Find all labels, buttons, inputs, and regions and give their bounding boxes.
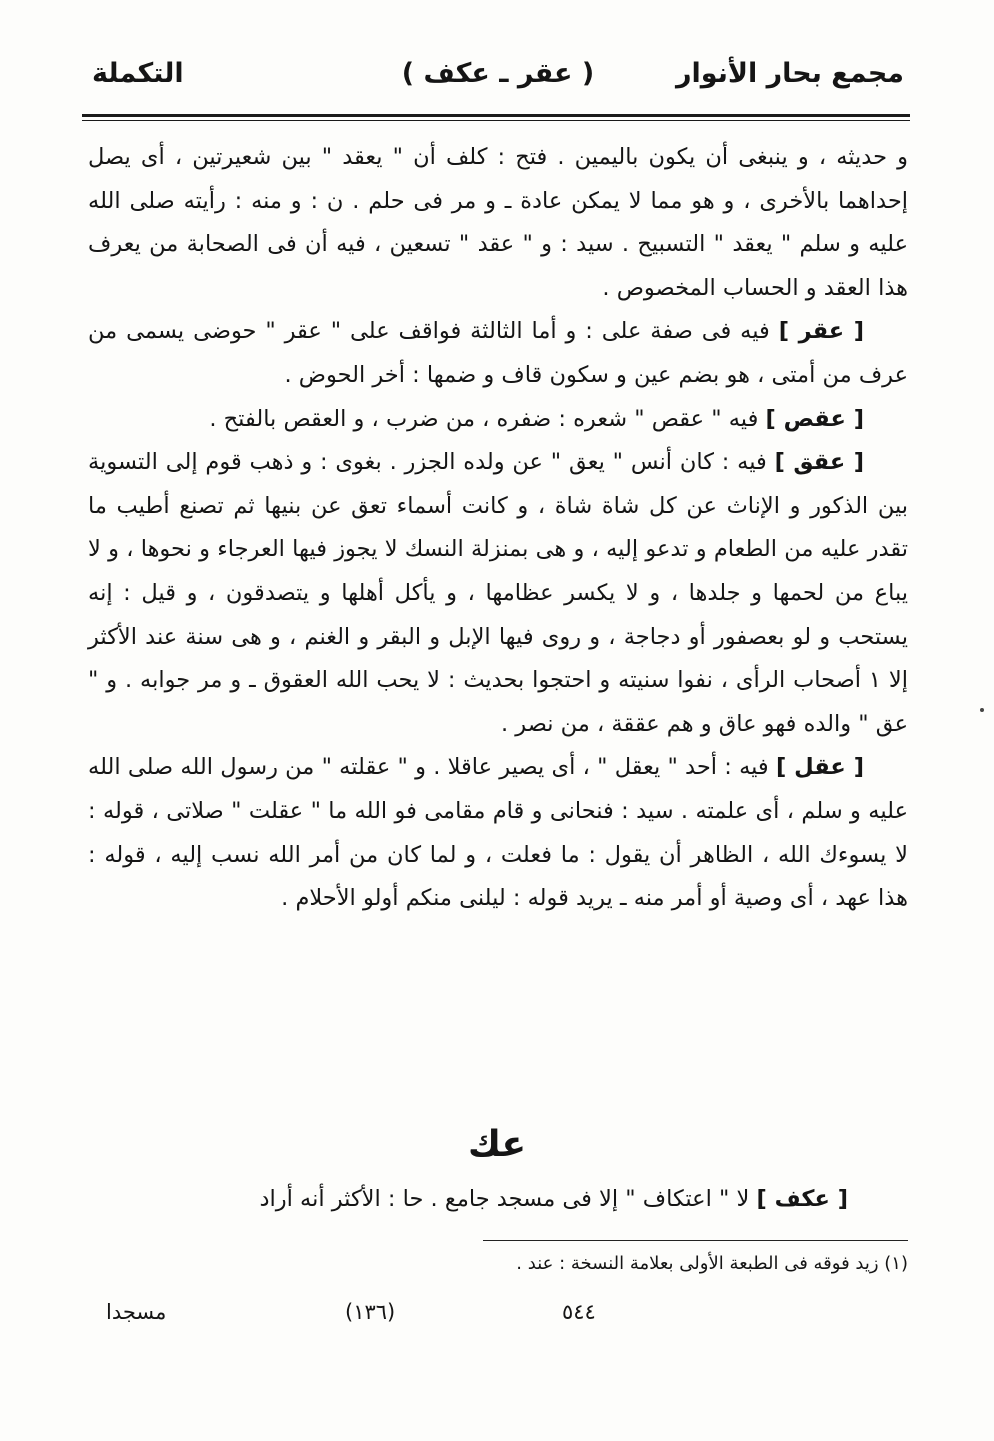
volume-page-number: (١٣٦) — [345, 1300, 396, 1324]
entry-head: [ عقل ] — [775, 754, 865, 781]
entry-aqr — [88, 310, 908, 397]
paragraph-text: و حديثه ، و ينبغى أن يكون باليمين . فتح : كلف أن " يعقد " بين شعيرتين ، أى يصل إحداهما بالأخرى ، و هو مما لا يمكن عادة ـ و مر فى حلم . ن : و منه : رأيته صلى الله عليه و سلم " يعقد " التسبيح . سيد : و " عقد " تسعين ، فيه أن فى الصحابة من يعرف هذا العقد و الحساب المخصوص . — [88, 144, 908, 301]
header-rule-thin — [82, 120, 910, 121]
entry-aqs — [88, 398, 908, 442]
entry-range: ( عقر ـ عكف ) — [401, 58, 595, 89]
entry-text: فيه : كان أنس " يعق " عن ولده الجزر . بغوى : و ذهب قوم إلى التسوية بين الذكور و الإناث عن كل شاة شاة ، و كانت أسماء تعق عن بنيها ثم تصنع أطيب ما تقدر عليه من الطعام و تدعو إليه ، و هى بمنزلة النسك لا يجوز فيها العرجاء و نحوها ، و لا يباع من لحمها و جلدها ، و لا يكسر عظامها ، و يأكل أهلها و يتصدقون ، و قيل : إنه يستحب و لو بعصفور أو دجاجة ، و روى فيها الإبل و البقر و الغنم ، و هى سنة عند الأكثر إلا ١ أصحاب الرأى ، نفوا سنيته و احتجوا بحديث : لا يحب الله العقوق ـ و مر جوابه . و " عق " والده فهو عاق و هم عققة ، من نصر . — [88, 449, 908, 737]
entry-text: فيه فى صفة على : و أما الثالثة فواقف على " عقر " حوضى يسمى من عرف من أمتى ، هو بضم عين و سكون قاف و ضمها : أخر الحوض . — [88, 318, 908, 388]
entry-head: [ عقص ] — [765, 405, 864, 432]
entry-aqq — [88, 441, 908, 746]
main-text — [88, 136, 908, 921]
entry-text: فيه : أحد " يعقل " ، أى يصير عاقلا . و " عقلته " من رسول الله صلى الله عليه و سلم ، أى علمته . سيد : فنحانى و قام مقامى فو الله ما " عقلت " صلاتى ، قوله : لا يسوءك الله ، الظاهر أن يقول : ما فعلت ، و لما كان من أمر الله نسب إليه ، قوله : هذا عهد ، أى وصية أو أمر منه ـ يريد قوله : ليلنى منكم أولو الأحلام . — [88, 754, 908, 912]
page-number: ٥٤٤ — [562, 1300, 596, 1324]
running-header — [92, 58, 904, 102]
entry-head: [ عكف ] — [756, 1186, 848, 1212]
section-heading: عك — [467, 1124, 527, 1165]
entry-text: لا " اعتكاف " إلا فى مسجد جامع . حا : الأكثر أنه أراد — [259, 1186, 750, 1212]
page-footer — [92, 1300, 904, 1340]
footnote: (١) زيد فوقه فى الطبعة الأولى بعلامة النسخة : عند . — [516, 1253, 908, 1274]
entry-aql — [88, 746, 908, 920]
entry-head: [ عقق ] — [774, 449, 865, 476]
entry-head: [ عقر ] — [778, 318, 864, 345]
scan-speck — [980, 708, 984, 712]
entry-text: فيه " عقص " شعره : ضفره ، من ضرب ، و العقص بالفتح . — [209, 405, 759, 432]
header-rule-thick — [82, 114, 910, 117]
entry-akf — [88, 1178, 908, 1221]
catchword: مسجدا — [106, 1300, 167, 1324]
supplement-label: التكملة — [92, 58, 184, 89]
book-title: مجمع بحار الأنوار — [675, 58, 904, 89]
footnote-rule — [483, 1240, 908, 1241]
paragraph-continuation — [88, 136, 908, 310]
